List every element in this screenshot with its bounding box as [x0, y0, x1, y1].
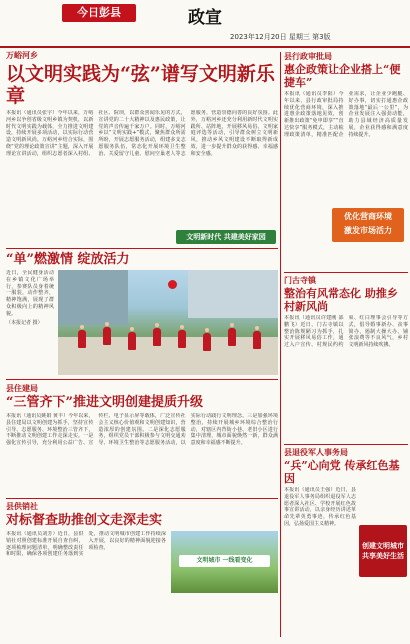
story-six-body: 本报讯（通讯员王强）近日，县退役军人事务局组织退役军人志愿者深入社区、学校开展红色故事宣讲活动，以亲身经历讲述革命先辈英勇事迹，传承红色基因，弘扬爱国主义精神。 [284, 487, 356, 527]
promo-ad-line1: 优化营商环境 [344, 212, 392, 221]
story-three-headline: “三管齐下”推进文明创建提质升级 [6, 395, 203, 410]
story-three-kicker: 县住建局 [6, 384, 38, 393]
column-divider [280, 52, 281, 637]
story-four-kicker: 县供销社 [6, 502, 38, 511]
photo-credit: （本报记者 摄） [6, 319, 43, 326]
story-four-body: 本报讯（通讯员刘芳）近日，县供销社对照创建标准开展自查自纠，逐项梳理问题清单，明确整改责任和时限，确保各项创建任务落到实处，推动文明城市创建工作持续深入开展，以良好的精神面貌迎接各项检查。 [6, 531, 166, 558]
bottom-ad: 创建文明城市 共享美好生活 [359, 525, 407, 577]
sports-photo [58, 270, 278, 375]
promo-ad [332, 208, 404, 242]
right-column [284, 48, 408, 577]
story-four-headline: 对标督查助推创文走深走实 [6, 513, 163, 528]
left-column [6, 48, 278, 593]
dateline: 2023年12月20日 星期三 第3版 [230, 33, 331, 41]
divider [284, 444, 408, 445]
masthead [0, 0, 410, 48]
bottom-photo [171, 531, 278, 593]
story-three-body: 本报讯（通讯员姚娟 黄丰）今年以来，县住建局以文明创建为抓手，坚持宣传引导、志愿服务、环境整治三管齐下，不断推动文明创建工作走深走实。一是强化宣传引导，充分利用公益广告、宣传栏、电子显示屏等载体，广泛宣传社会主义核心价值观和文明创建知识，营造浓厚的创建氛围。二是深化志愿服务，组织党员干部积极参与文明交通劝导、环境卫生整治等志愿服务活动，以实际行动践行文明理念。三是加强环境整治，持续开展城乡环境综合整治行动，对辖区内背街小巷、老旧小区进行集中清理，城市面貌焕然一新，群众满意度和幸福感不断提升。 [6, 413, 278, 447]
divider [6, 498, 278, 499]
promo-ad-line2: 激发市场活力 [344, 226, 392, 235]
notice-body: 本报讯（通讯员李阳）今年以来，县行政审批局持续优化营商环境，深入推进惠企政策落地见效，创新推出政策“免申即享”“直达快享”服务模式，主动梳理政策清单，精准匹配企业需求，让企业少跑腿、好办事，切实打通惠企政策落地“最后一公里”，为企业发展注入强劲动能，助力县域经济高质量发展，企业获得感和满意度持续提升。 [284, 91, 408, 138]
bottom-banner: 文明城市 一线看变化 [179, 555, 270, 567]
lead-body: 本报讯（通讯员张宇）今年以来，万峪河乡以争创省级文明乡镇为契机，以新时代文明实践为载体，全力推进文明建设，持续开展多项活动，以实际行动营造文明新风尚。万峪河乡结合实际，围绕“党的理论政策宣讲”主题，深入开展理论宣讲活动，组织志愿者深入村组、社区、院坝，以群众喜闻乐见的方式，宣讲党的二十大精神以及惠民政策，让党的声音传遍千家万户。同时，万峪河乡以“文明实践+”模式，聚焦群众所需所盼，开展志愿服务活动，组建多支志愿服务队伍，常态化开展环境卫生整治、关爱留守儿童、慰问空巢老人等志愿服务，营造崇德向善的良好氛围。此外，万峪河乡还充分利用新时代文明实践所、站阵地，开展移风易俗、文明家庭评选等活动，引导群众树立文明新风，推动乡风文明建设不断取得新成效，进一步提升群众的获得感、幸福感和安全感。 [6, 110, 278, 157]
lead-kicker: 万峪河乡 [6, 51, 38, 60]
section-title: 政宣 [188, 8, 222, 28]
divider [6, 248, 278, 249]
lead-banner: 文明新时代 共建美好家园 [176, 230, 276, 244]
divider [6, 379, 278, 380]
story-six-headline: “兵”心向党 传承红色基因 [284, 459, 400, 485]
notice-kicker: 县行政审批局 [284, 52, 332, 61]
story-six-kicker: 县退役军人事务局 [284, 448, 348, 457]
lead-headline: 以文明实践为“弦”谱写文明新乐章 [6, 63, 275, 107]
story-five-kicker: 门古寺镇 [284, 276, 316, 285]
photo-feature-headline: “单”燃激情 绽放活力 [6, 252, 130, 267]
divider [284, 272, 408, 273]
newspaper-logo: 今日彭县 [62, 4, 136, 22]
notice-headline: 惠企政策让企业搭上“便捷车” [284, 63, 401, 89]
story-five-headline: 整治有风常态化 助推乡村新风尚 [284, 287, 398, 313]
story-five-body: 本报讯（通讯员许建刚 邵鹏飞）近日，门古寺镇以整治陈规陋习为抓手，扎实开展移风易俗工作，通过入户宣传、村规民约约束、红白理事会引导等方式，倡导婚事新办、丧事简办，遏制大操大办、铺张浪费等不良风气，乡村文明新风持续吹拂。 [284, 315, 408, 349]
photo-caption: 近日，全民健身活动在乡镇文化广场举行，参赛队员身着统一服装，动作整齐，精神饱满，展现了群众积极向上的精神风貌。 （本报记者 摄） [6, 270, 54, 326]
